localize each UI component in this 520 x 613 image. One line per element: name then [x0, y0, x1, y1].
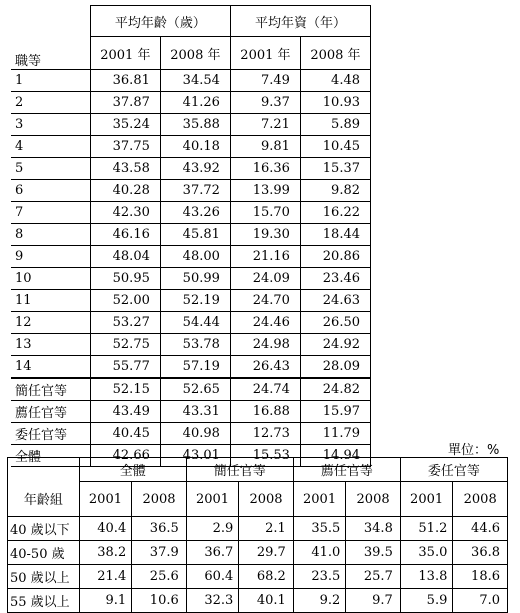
- group-header-age: 平均年齡（歲）: [90, 6, 230, 37]
- table-cell: 43.49: [90, 401, 160, 423]
- table-cell: 45.81: [160, 224, 230, 246]
- table-cell: 4.48: [300, 70, 370, 92]
- table-cell: 26.50: [300, 312, 370, 334]
- table-cell: 32.3: [186, 589, 239, 613]
- table-cell: 50.95: [90, 268, 160, 290]
- row-label: 12: [11, 312, 90, 334]
- row-label: 5: [11, 158, 90, 180]
- table-cell: 43.31: [160, 401, 230, 423]
- table-cell: 36.8: [453, 541, 508, 565]
- table-cell: 10.93: [300, 92, 370, 114]
- table-cell: 35.0: [400, 541, 453, 565]
- table-cell: 15.53: [230, 445, 300, 467]
- group-header-tenure: 平均年資（年）: [230, 6, 370, 37]
- year-header: 2008: [453, 482, 508, 517]
- table-cell: 52.15: [90, 378, 160, 401]
- table-cell: 15.37: [300, 158, 370, 180]
- table-cell: 9.1: [79, 589, 132, 613]
- table-cell: 37.75: [90, 136, 160, 158]
- row-label: 10: [11, 268, 90, 290]
- table-cell: 37.9: [132, 541, 187, 565]
- table-cell: 9.2: [293, 589, 346, 613]
- table-cell: 36.5: [132, 517, 187, 541]
- year-header: 2008: [346, 482, 401, 517]
- table-cell: 9.37: [230, 92, 300, 114]
- row-label: 40 歲以下: [8, 517, 80, 541]
- table-row: [11, 312, 371, 334]
- table-cell: 24.92: [300, 334, 370, 356]
- year-header: 2008 年: [300, 37, 370, 70]
- table-row: [11, 423, 371, 445]
- row-header-age-group: 年齡組: [8, 482, 80, 517]
- table-cell: 2.1: [239, 517, 294, 541]
- table-cell: 53.27: [90, 312, 160, 334]
- table-cell: 28.09: [300, 356, 370, 379]
- table-row: [8, 517, 508, 541]
- row-label: 8: [11, 224, 90, 246]
- table-cell: 34.8: [346, 517, 401, 541]
- table-cell: 50.99: [160, 268, 230, 290]
- table-row: [11, 268, 371, 290]
- row-label: 3: [11, 114, 90, 136]
- table-cell: 35.5: [293, 517, 346, 541]
- table-cell: 35.24: [90, 114, 160, 136]
- age-group-share-table: [7, 457, 508, 613]
- table-cell: 55.77: [90, 356, 160, 379]
- table-cell: 18.6: [453, 565, 508, 589]
- table-cell: 40.98: [160, 423, 230, 445]
- table-row: [11, 334, 371, 356]
- table-cell: 53.78: [160, 334, 230, 356]
- table-cell: 52.19: [160, 290, 230, 312]
- table-cell: 14.94: [300, 445, 370, 467]
- table-cell: 48.00: [160, 246, 230, 268]
- table-cell: 24.70: [230, 290, 300, 312]
- table-row: [8, 541, 508, 565]
- table-cell: 68.2: [239, 565, 294, 589]
- table-cell: 43.26: [160, 202, 230, 224]
- table-cell: 23.46: [300, 268, 370, 290]
- table-cell: 10.45: [300, 136, 370, 158]
- table-cell: 9.81: [230, 136, 300, 158]
- row-label: 40-50 歲: [8, 541, 80, 565]
- table-row: [11, 158, 371, 180]
- table-cell: 36.81: [90, 70, 160, 92]
- table-cell: 34.54: [160, 70, 230, 92]
- table-cell: 20.86: [300, 246, 370, 268]
- table-row: [11, 401, 371, 423]
- table-cell: 29.7: [239, 541, 294, 565]
- table-row: [11, 114, 371, 136]
- table-cell: 40.18: [160, 136, 230, 158]
- table-cell: 40.45: [90, 423, 160, 445]
- table-cell: 23.5: [293, 565, 346, 589]
- unit-label: 單位：%: [448, 443, 500, 458]
- year-header: 2008: [239, 482, 294, 517]
- table-row: [11, 224, 371, 246]
- row-label: 薦任官等: [11, 401, 90, 423]
- row-label: 4: [11, 136, 90, 158]
- table-row: [11, 136, 371, 158]
- table-cell: 16.36: [230, 158, 300, 180]
- table-row: [8, 565, 508, 589]
- row-label: 簡任官等: [11, 378, 90, 401]
- table-cell: 52.75: [90, 334, 160, 356]
- table-cell: 21.4: [79, 565, 132, 589]
- table-cell: 40.28: [90, 180, 160, 202]
- table-cell: 12.73: [230, 423, 300, 445]
- row-label: 6: [11, 180, 90, 202]
- corner-cell: [8, 458, 80, 482]
- year-header: 2008: [132, 482, 187, 517]
- table-cell: 38.2: [79, 541, 132, 565]
- table-cell: 52.65: [160, 378, 230, 401]
- table-row: [11, 290, 371, 312]
- grade-age-tenure-table: [11, 5, 371, 467]
- row-label: 9: [11, 246, 90, 268]
- row-label: 14: [11, 356, 90, 379]
- table-cell: 26.43: [230, 356, 300, 379]
- table-cell: 39.5: [346, 541, 401, 565]
- table-cell: 42.30: [90, 202, 160, 224]
- table-cell: 16.88: [230, 401, 300, 423]
- year-header: 2008 年: [160, 37, 230, 70]
- year-header: 2001: [79, 482, 132, 517]
- table-row: [11, 70, 371, 92]
- row-label: 11: [11, 290, 90, 312]
- table-cell: 60.4: [186, 565, 239, 589]
- table-cell: 16.22: [300, 202, 370, 224]
- table-cell: 5.9: [400, 589, 453, 613]
- table-cell: 19.30: [230, 224, 300, 246]
- table-row: [11, 378, 371, 401]
- table-cell: 2.9: [186, 517, 239, 541]
- table-cell: 54.44: [160, 312, 230, 334]
- table-cell: 40.4: [79, 517, 132, 541]
- row-label: 委任官等: [11, 423, 90, 445]
- col-header-grade: 職等: [11, 37, 90, 70]
- table-cell: 11.79: [300, 423, 370, 445]
- table-cell: 15.97: [300, 401, 370, 423]
- row-label: 全體: [11, 445, 90, 467]
- table-cell: 46.16: [90, 224, 160, 246]
- table-cell: 44.6: [453, 517, 508, 541]
- table-row: [11, 246, 371, 268]
- table-cell: 9.82: [300, 180, 370, 202]
- table-cell: 57.19: [160, 356, 230, 379]
- table-cell: 7.0: [453, 589, 508, 613]
- group-header: 委任官等: [400, 458, 507, 482]
- table-cell: 25.6: [132, 565, 187, 589]
- table-row: [11, 92, 371, 114]
- table-cell: 5.89: [300, 114, 370, 136]
- year-header: 2001 年: [90, 37, 160, 70]
- year-header: 2001 年: [230, 37, 300, 70]
- table-cell: 52.00: [90, 290, 160, 312]
- table-cell: 24.63: [300, 290, 370, 312]
- table-cell: 37.87: [90, 92, 160, 114]
- row-label: 50 歲以上: [8, 565, 80, 589]
- table-cell: 13.99: [230, 180, 300, 202]
- table-row: [11, 356, 371, 379]
- year-header: 2001: [293, 482, 346, 517]
- table-cell: 43.92: [160, 158, 230, 180]
- row-label: 1: [11, 70, 90, 92]
- table-cell: 48.04: [90, 246, 160, 268]
- table-cell: 18.44: [300, 224, 370, 246]
- table-cell: 43.01: [160, 445, 230, 467]
- table-cell: 24.74: [230, 378, 300, 401]
- table-cell: 41.26: [160, 92, 230, 114]
- corner-cell: [11, 6, 90, 37]
- table-cell: 51.2: [400, 517, 453, 541]
- table-cell: 7.21: [230, 114, 300, 136]
- table-row: [11, 202, 371, 224]
- table-cell: 21.16: [230, 246, 300, 268]
- table-cell: 15.70: [230, 202, 300, 224]
- table-cell: 25.7: [346, 565, 401, 589]
- row-label: 2: [11, 92, 90, 114]
- year-header: 2001: [400, 482, 453, 517]
- table-cell: 24.98: [230, 334, 300, 356]
- row-label: 55 歲以上: [8, 589, 80, 613]
- group-header: 全體: [79, 458, 186, 482]
- table-cell: 36.7: [186, 541, 239, 565]
- table-cell: 40.1: [239, 589, 294, 613]
- table-row: [11, 180, 371, 202]
- year-header: 2001: [186, 482, 239, 517]
- table-cell: 24.09: [230, 268, 300, 290]
- table-cell: 42.66: [90, 445, 160, 467]
- table-cell: 41.0: [293, 541, 346, 565]
- table-cell: 9.7: [346, 589, 401, 613]
- row-label: 7: [11, 202, 90, 224]
- group-header: 簡任官等: [186, 458, 293, 482]
- table-cell: 24.82: [300, 378, 370, 401]
- table-cell: 37.72: [160, 180, 230, 202]
- row-label: 13: [11, 334, 90, 356]
- table-cell: 10.6: [132, 589, 187, 613]
- table-cell: 7.49: [230, 70, 300, 92]
- group-header: 薦任官等: [293, 458, 400, 482]
- table-cell: 43.58: [90, 158, 160, 180]
- table-row: [8, 589, 508, 613]
- table-cell: 24.46: [230, 312, 300, 334]
- table-cell: 35.88: [160, 114, 230, 136]
- table-cell: 13.8: [400, 565, 453, 589]
